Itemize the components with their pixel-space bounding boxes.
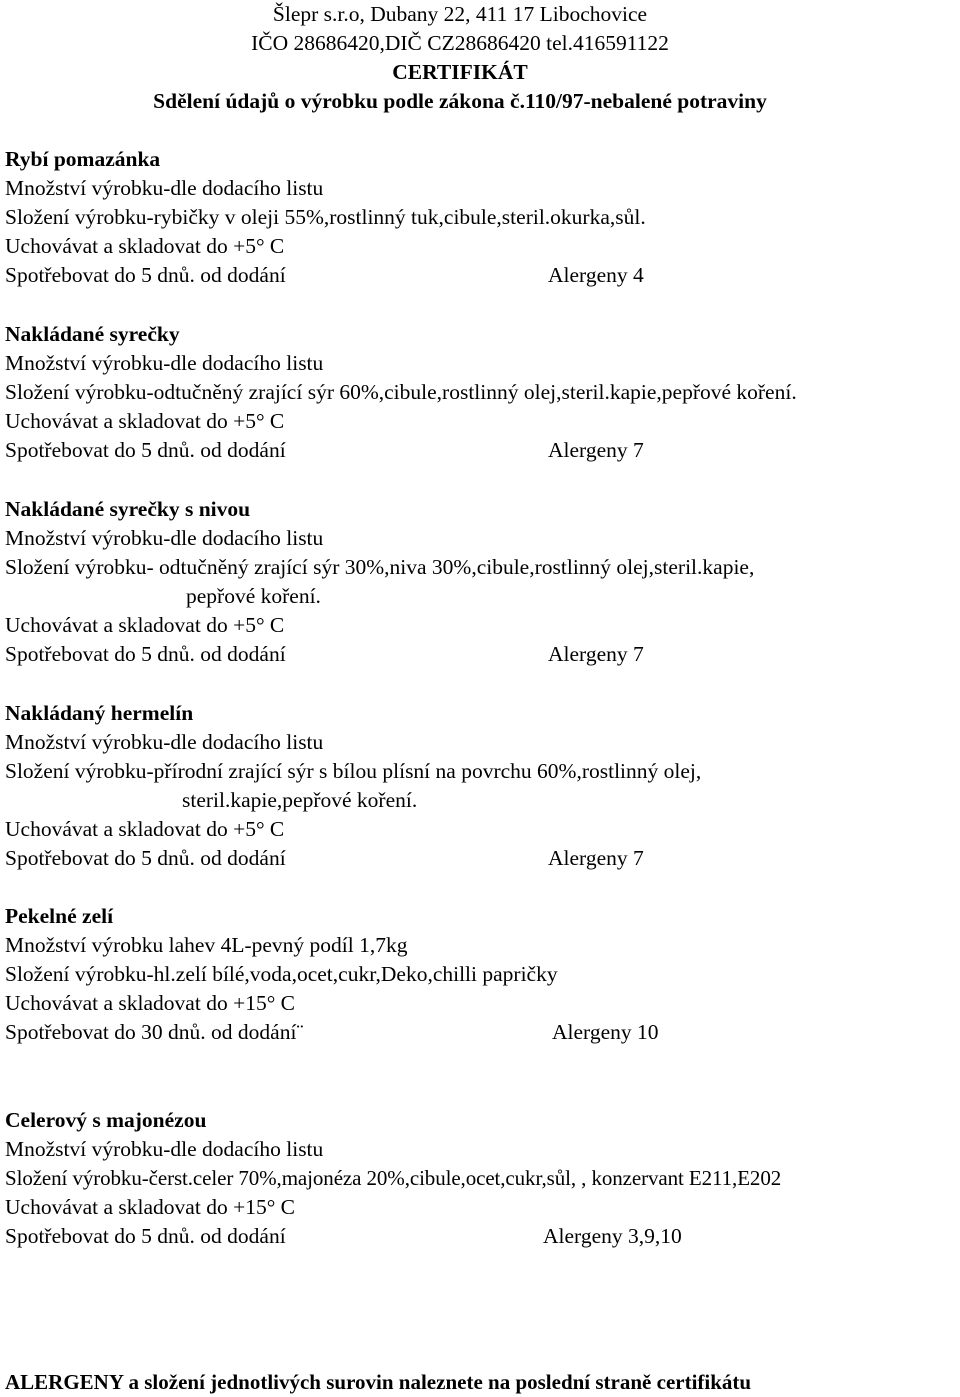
document-title: CERTIFIKÁT bbox=[392, 60, 528, 84]
product-composition: Složení výrobku-hl.zelí bílé,voda,ocet,cukr,Deko,chilli papričky bbox=[5, 962, 558, 986]
product-storage: Uchovávat a skladovat do +5° C bbox=[5, 817, 285, 841]
product-composition: Složení výrobku-přírodní zrající sýr s bílou plísní na povrchu 60%,rostlinný olej, bbox=[5, 759, 702, 783]
product-amount: Množství výrobku-dle dodacího listu bbox=[5, 526, 324, 550]
product-amount: Množství výrobku-dle dodacího listu bbox=[5, 176, 324, 200]
product-composition: Složení výrobku- odtučněný zrající sýr 30%,niva 30%,cibule,rostlinný olej,steril.kapie, bbox=[5, 555, 755, 579]
product-consume-by: Spotřebovat do 30 dnů. od dodání¨ bbox=[5, 1020, 304, 1044]
product-composition-continued: pepřové koření. bbox=[186, 584, 321, 608]
product-allergens: Alergeny 7 bbox=[548, 438, 644, 462]
product-name: Nakládané syrečky bbox=[5, 322, 180, 346]
product-amount: Množství výrobku-dle dodacího listu bbox=[5, 730, 324, 754]
product-amount: Množství výrobku-dle dodacího listu bbox=[5, 1137, 324, 1161]
product-consume-by: Spotřebovat do 5 dnů. od dodání bbox=[5, 263, 286, 287]
product-storage: Uchovávat a skladovat do +15° C bbox=[5, 1195, 296, 1219]
company-ids: IČO 28686420,DIČ CZ28686420 tel.416591122 bbox=[251, 31, 669, 55]
product-storage: Uchovávat a skladovat do +5° C bbox=[5, 409, 285, 433]
product-name: Nakládaný hermelín bbox=[5, 701, 194, 725]
document-subtitle: Sdělení údajů o výrobku podle zákona č.110/97-nebalené potraviny bbox=[153, 89, 767, 113]
product-consume-by: Spotřebovat do 5 dnů. od dodání bbox=[5, 642, 286, 666]
product-name: Nakládané syrečky s nivou bbox=[5, 497, 251, 521]
product-name: Pekelné zelí bbox=[5, 904, 114, 928]
product-storage: Uchovávat a skladovat do +15° C bbox=[5, 991, 296, 1015]
product-allergens: Alergeny 10 bbox=[552, 1020, 659, 1044]
product-consume-by: Spotřebovat do 5 dnů. od dodání bbox=[5, 1224, 286, 1248]
company-address: Šlepr s.r.o, Dubany 22, 411 17 Libochovice bbox=[272, 2, 648, 26]
product-allergens: Alergeny 7 bbox=[548, 642, 644, 666]
product-composition: Složení výrobku-rybičky v oleji 55%,rostlinný tuk,cibule,steril.okurka,sůl. bbox=[5, 205, 646, 229]
allergen-footer-note: ALERGENY a složení jednotlivých surovin naleznete na poslední straně certifikátu bbox=[5, 1370, 752, 1394]
product-allergens: Alergeny 7 bbox=[548, 846, 644, 870]
product-storage: Uchovávat a skladovat do +5° C bbox=[5, 234, 285, 258]
product-name: Celerový s majonézou bbox=[5, 1108, 207, 1132]
product-storage: Uchovávat a skladovat do +5° C bbox=[5, 613, 285, 637]
product-composition-continued: steril.kapie,pepřové koření. bbox=[182, 788, 418, 812]
product-consume-by: Spotřebovat do 5 dnů. od dodání bbox=[5, 438, 286, 462]
product-consume-by: Spotřebovat do 5 dnů. od dodání bbox=[5, 846, 286, 870]
product-allergens: Alergeny 4 bbox=[548, 263, 644, 287]
product-composition: Složení výrobku-odtučněný zrající sýr 60%,cibule,rostlinný olej,steril.kapie,pepřové koření. bbox=[5, 380, 797, 404]
product-amount: Množství výrobku-dle dodacího listu bbox=[5, 351, 324, 375]
product-amount: Množství výrobku lahev 4L-pevný podíl 1,7kg bbox=[5, 933, 408, 957]
product-allergens: Alergeny 3,9,10 bbox=[543, 1224, 682, 1248]
product-name: Rybí pomazánka bbox=[5, 147, 161, 171]
product-composition: Složení výrobku-čerst.celer 70%,majonéza 20%,cibule,ocet,cukr,sůl, , konzervant E211,E202 bbox=[5, 1166, 782, 1190]
